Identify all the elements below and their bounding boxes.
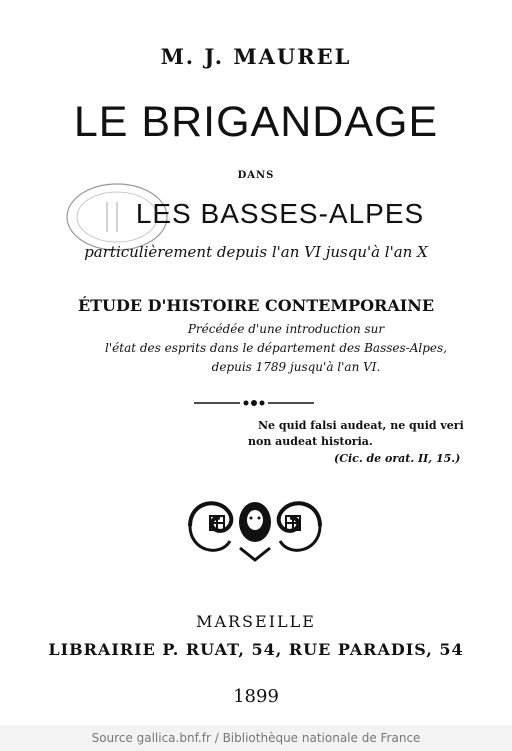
title-connector: DANS (237, 170, 275, 181)
publisher: LIBRAIRIE P. RUAT, 54, RUE PARADIS, 54 (48, 640, 464, 659)
book-title: LE BRIGANDAGE (73, 98, 439, 146)
source-footer: Source gallica.bnf.fr / Bibliothèque nationale de France (0, 725, 512, 751)
introduction-line-3: depuis 1789 jusqu'à l'an VI. (211, 360, 381, 374)
period-subtitle: particulièrement depuis l'an VI jusqu'à l'an X (84, 243, 428, 261)
introduction-line-2: l'état des esprits dans le département des Basses-Alpes, (105, 341, 447, 355)
epigraph-citation: (Cic. de orat. II, 15.) (334, 452, 461, 465)
introduction-line-1: Précédée d'une introduction sur (187, 322, 385, 336)
epigraph-line-2: non audeat historia. (248, 435, 373, 448)
publication-city: MARSEILLE (196, 612, 316, 631)
printer-ornament (180, 486, 330, 566)
publication-year: 1899 (233, 686, 279, 707)
epigraph-line-1: Ne quid falsi audeat, ne quid veri (258, 419, 464, 432)
author: M. J. MAUREL (160, 44, 352, 69)
study-subtitle: ÉTUDE D'HISTOIRE CONTEMPORAINE (77, 296, 435, 315)
decorative-rule (194, 398, 314, 408)
region-title: LES BASSES-ALPES (135, 198, 425, 229)
